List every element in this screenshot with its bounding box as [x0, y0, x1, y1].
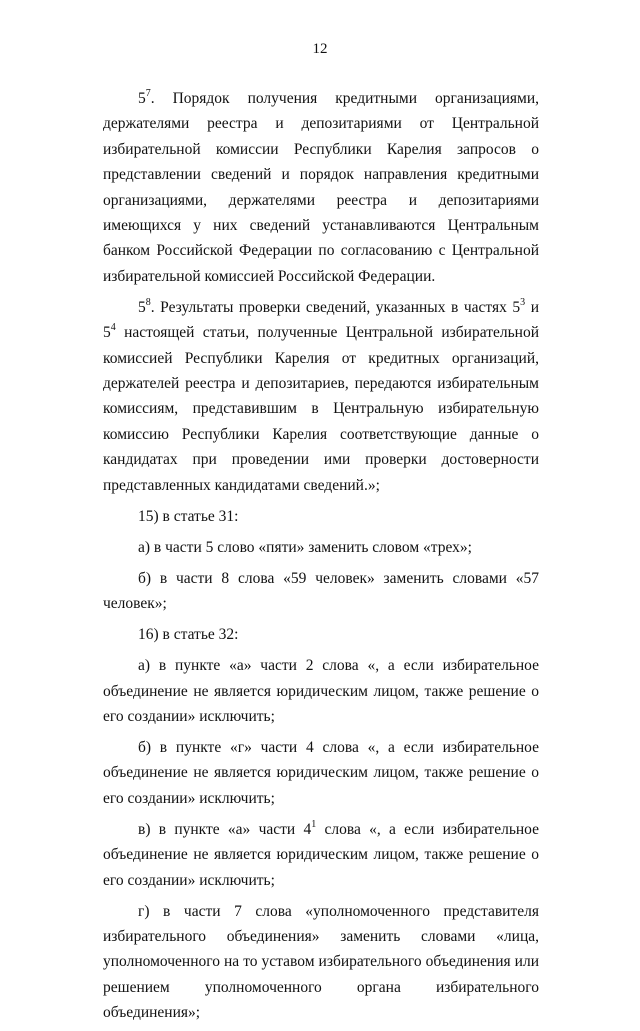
reference-superscript: 3	[520, 296, 526, 308]
paragraph-text: слова «, а если избирательное объединение не является юридическим лицом, также решение о его создании» исключить;	[103, 820, 539, 889]
page-number: 12	[312, 41, 328, 57]
item-15-a: а) в части 5 слово «пяти» заменить словом «трех»;	[138, 538, 472, 556]
paragraph-5-8	[103, 295, 539, 498]
item-15-b: б) в части 8 слова «59 человек» заменить словами «57 человек»;	[103, 569, 539, 613]
reference-superscript: 1	[311, 818, 317, 830]
reference-superscript: 4	[110, 322, 116, 334]
item-16-b: б) в пункте «г» части 4 слова «, а если избирательное объединение не является юридическим лицом, также решение о его создании» исключить;	[103, 738, 539, 807]
paragraph-text: в) в пункте «а» части 4	[138, 820, 312, 838]
document-body	[103, 86, 539, 1031]
paragraph-number-superscript: 8	[145, 296, 151, 308]
item-15: 15) в статье 31:	[138, 507, 239, 525]
paragraph-number: 5	[138, 298, 146, 316]
paragraph-text: и 5	[103, 298, 540, 342]
paragraph-5-7	[103, 86, 539, 289]
item-16: 16) в статье 32:	[138, 626, 239, 644]
paragraph-text: . Результаты проверки сведений, указанных в частях 5	[150, 298, 521, 316]
item-16-v	[103, 817, 539, 893]
paragraph-text: настоящей статьи, полученные Центральной избирательной комиссией Республики Карелия от кредитных организаций, держателей реестра и депозитариев, передаются избирательным комиссиям, представившим в Центральную избирательную комиссию Республики Карелия соответствующие данные о кандидатах при проведении ими проверки достоверности представленных кандидатами сведений.»;	[103, 324, 539, 494]
paragraph-number: 5	[138, 90, 146, 107]
paragraph-number-superscript: 7	[145, 87, 151, 99]
paragraph-text: . Порядок получения кредитными организациями, держателями реестра и депозитариями от Центральной избирательной комиссии Республики Карелия запросов о представлении сведений и порядок направления кредитными организациями, держателями реестра и депозитариями имеющихся у них сведений устанавливаются Центральным банком Российской Федерации по согласованию с Центральной избирательной комиссией Российской Федерации.	[103, 90, 539, 285]
item-16-g: г) в части 7 слова «уполномоченного представителя избирательного объединения» заменить словами «лица, уполномоченного на то уставом избирательного объединения или решением уполномоченного органа избирательного объединения»;	[103, 902, 539, 1022]
item-16-a: а) в пункте «а» части 2 слова «, а если избирательное объединение не является юридическим лицом, также решение о его создании» исключить;	[103, 657, 539, 725]
